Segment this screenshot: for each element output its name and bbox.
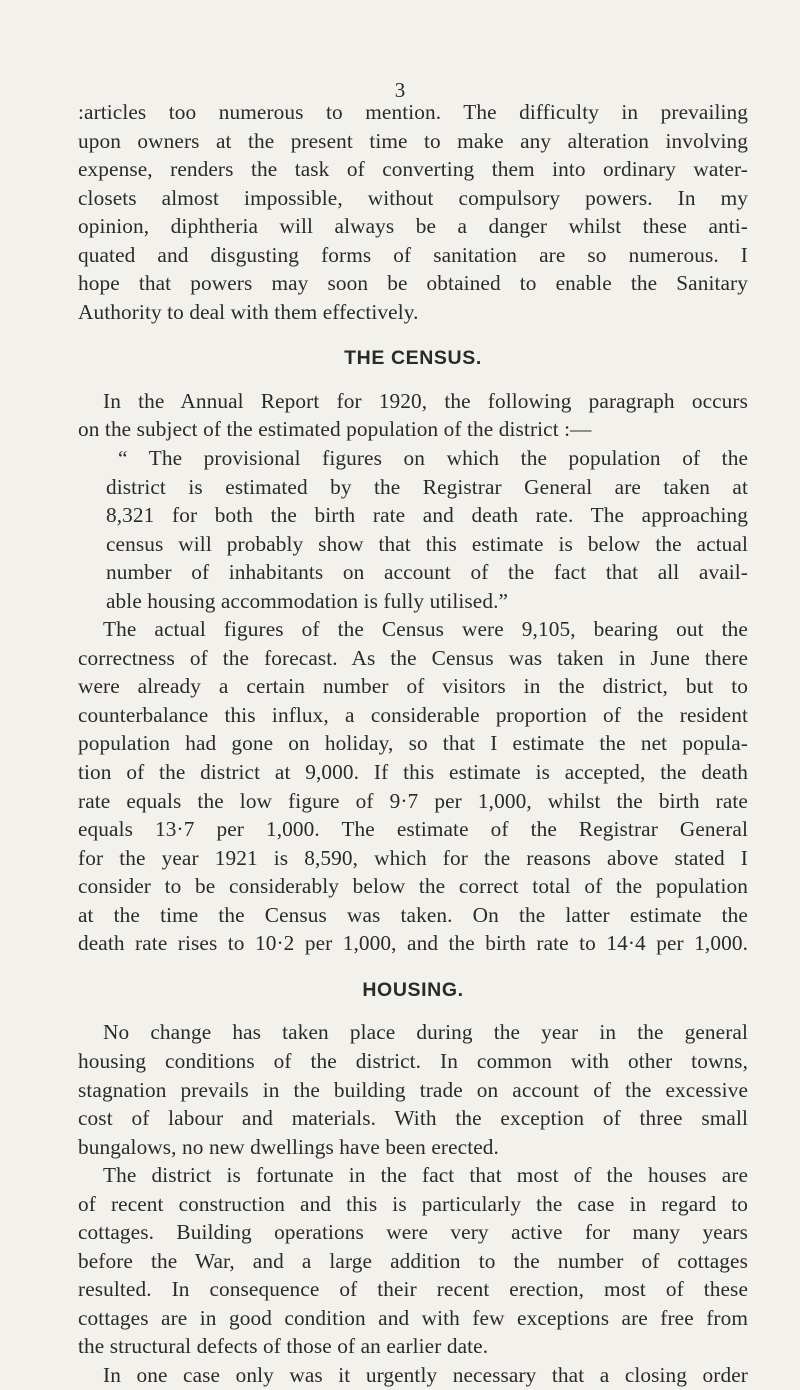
text-line: at the time the Census was taken. On the latter estimate the	[78, 902, 748, 927]
text-line: hope that powers may soon be obtained to enable the Sanitary	[78, 271, 748, 296]
quote-line: 8,321 for both the birth rate and death rate. The approaching	[106, 503, 748, 528]
quote-line: district is estimated by the Registrar General are taken at	[106, 474, 748, 499]
text-line: Authority to deal with them effectively.	[78, 299, 419, 324]
text-line: stagnation prevails in the building trade on account of the excessive	[78, 1077, 748, 1102]
text-line: for the year 1921 is 8,590, which for the reasons above stated I	[78, 845, 748, 870]
text-line: cottages are in good condition and with few exceptions are free from	[78, 1305, 748, 1330]
text-line: consider to be considerably below the correct total of the population	[78, 874, 748, 899]
page-number: 3	[394, 78, 406, 102]
text-line: The district is fortunate in the fact that most of the houses are	[103, 1163, 748, 1188]
text-line: expense, renders the task of converting them into ordinary water-	[78, 157, 748, 182]
text-line: closets almost impossible, without compulsory powers. In my	[78, 185, 748, 210]
text-line: rate equals the low figure of 9·7 per 1,000, whilst the birth rate	[78, 788, 748, 813]
text-line: quated and disgusting forms of sanitation are so numerous. I	[78, 242, 748, 267]
text-line: resulted. In consequence of their recent erection, most of these	[78, 1277, 748, 1302]
text-line: In the Annual Report for 1920, the following paragraph occurs	[103, 388, 748, 413]
text-line: death rate rises to 10·2 per 1,000, and the birth rate to 14·4 per 1,000.	[78, 931, 748, 956]
text-line: tion of the district at 9,000. If this estimate is accepted, the death	[78, 760, 748, 785]
text-line: the structural defects of those of an earlier date.	[78, 1334, 489, 1359]
section-heading-housing: HOUSING.	[362, 978, 464, 1001]
text-line: cost of labour and materials. With the exception of three small	[78, 1106, 748, 1131]
paragraph-census-intro	[78, 387, 748, 444]
document-body	[78, 98, 748, 1390]
paragraph-census-body	[78, 615, 748, 958]
text-line: bungalows, no new dwellings have been erected.	[78, 1134, 499, 1159]
text-line: upon owners at the present time to make any alteration involving	[78, 128, 748, 153]
text-line: on the subject of the estimated population of the district :—	[78, 417, 592, 442]
text-line: population had gone on holiday, so that I estimate the net popula-	[78, 731, 748, 756]
quote-line: “ The provisional figures on which the population of the	[118, 446, 748, 471]
quote-line: census will probably show that this estimate is below the actual	[106, 531, 748, 556]
paragraph-housing-2	[78, 1161, 748, 1361]
text-line: The actual figures of the Census were 9,105, bearing out the	[103, 617, 748, 642]
text-line: No change has taken place during the year in the general	[103, 1020, 748, 1045]
text-line: In one case only was it urgently necessary that a closing order	[103, 1362, 748, 1387]
section-heading-census: THE CENSUS.	[344, 347, 482, 370]
block-quote	[78, 444, 748, 615]
text-line: opinion, diphtheria will always be a danger whilst these anti-	[78, 214, 748, 239]
text-line: equals 13·7 per 1,000. The estimate of the Registrar General	[78, 817, 748, 842]
text-line: cottages. Building operations were very active for many years	[78, 1220, 748, 1245]
quote-line: number of inhabitants on account of the fact that all avail-	[106, 560, 748, 585]
text-line: counterbalance this influx, a considerable proportion of the resident	[78, 702, 748, 727]
paragraph-sanitation	[78, 98, 748, 326]
text-line: housing conditions of the district. In common with other towns,	[78, 1048, 748, 1073]
paragraph-housing-1	[78, 1018, 748, 1161]
quote-line: able housing accommodation is fully utilised.”	[106, 588, 509, 613]
text-line: :articles too numerous to mention. The difficulty in prevailing	[78, 100, 748, 124]
text-line: correctness of the forecast. As the Census was taken in June there	[78, 645, 748, 670]
text-line: before the War, and a large addition to the number of cottages	[78, 1248, 748, 1273]
text-line: of recent construction and this is particularly the case in regard to	[78, 1191, 748, 1216]
paragraph-housing-3	[78, 1361, 748, 1390]
text-line: were already a certain number of visitors in the district, but to	[78, 674, 748, 699]
